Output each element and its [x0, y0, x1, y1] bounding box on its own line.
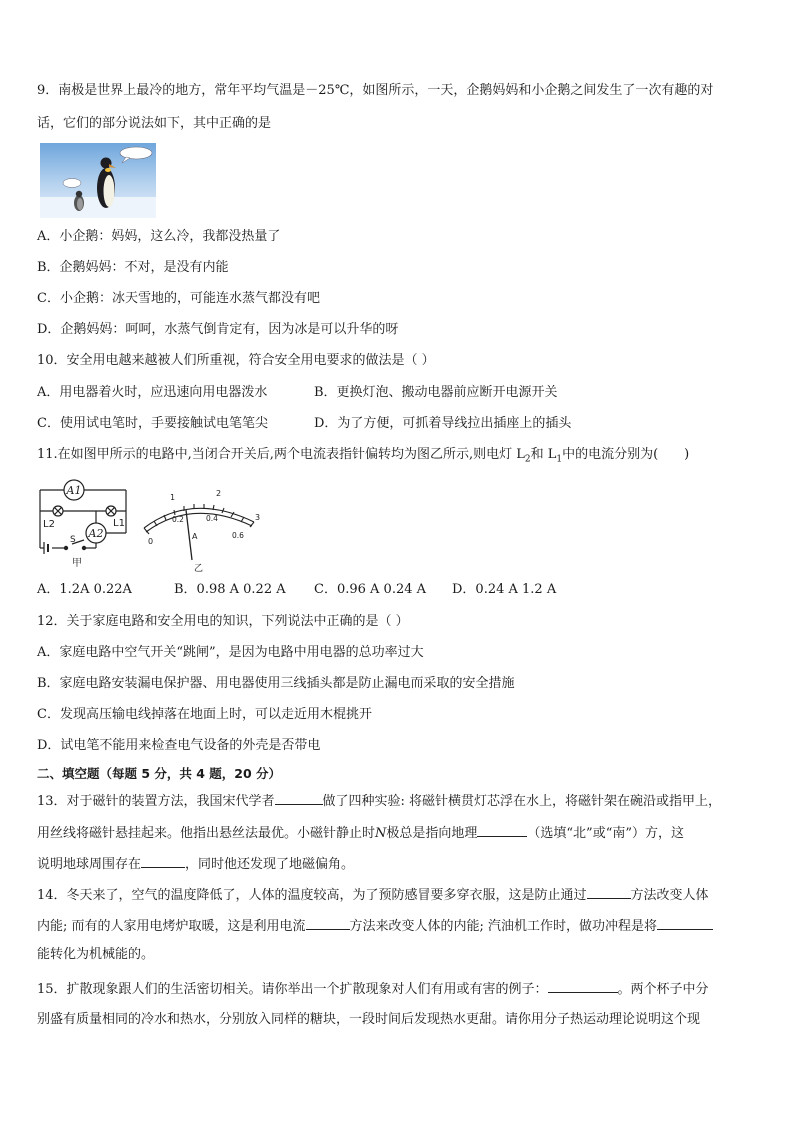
- q13-n-symbol: N: [375, 826, 387, 841]
- dial-tick-3: 3: [255, 513, 261, 522]
- q11-option-b: B．0.98 A 0.22 A: [174, 582, 286, 597]
- lamp-l1-label: L1: [113, 518, 125, 529]
- q11-stem-a: 11.在如图甲所示的电路中,当闭合开关后,两个电流表指针偏转均为图乙所示,则电灯 L: [37, 447, 525, 462]
- q13-line3: [37, 854, 354, 873]
- q15-text-1b: 。两个杯子中分: [617, 982, 709, 997]
- q14-text-1b: 方法改变人体: [630, 888, 709, 903]
- q10-option-c: C．使用试电笔时，手要接触试电笔笔尖: [37, 416, 268, 431]
- q9-stem-line1: 9．南极是世界上最冷的地方，常年平均气温是－25℃，如图所示，一天，企鹅妈妈和小企鹅之间发生了一次有趣的对: [37, 83, 714, 98]
- q12-option-b: B．家庭电路安装漏电保护器、用电器使用三线插头都是防止漏电而采取的安全措施: [37, 676, 515, 691]
- q14-line2: [37, 916, 713, 935]
- q11-option-a: A．1.2A 0.22A: [37, 582, 132, 597]
- ammeter-dial: [132, 482, 266, 574]
- q13-blank-2: [477, 823, 527, 837]
- q9-option-d: D．企鹅妈妈：呵呵，水蒸气倒肯定有，因为冰是可以升华的呀: [37, 322, 399, 337]
- q14-text-2a: 内能; 而有的人家用电烤炉取暖，这是利用电流: [37, 919, 306, 934]
- ammeter-a1-label: A1: [66, 484, 82, 497]
- q11-option-d: D．0.24 A 1.2 A: [452, 582, 557, 597]
- dial-small-0-2: 0.2: [172, 515, 184, 524]
- q14-blank-3: [657, 916, 713, 930]
- lamp-l2-label: L2: [43, 519, 55, 530]
- dial-tick-2: 2: [216, 489, 222, 498]
- q13-text-2b: 极总是指向地理: [386, 826, 478, 841]
- q14-line3: 能转化为机械能的。: [37, 947, 155, 962]
- q14-line1: [37, 885, 709, 904]
- circuit-diagram: [36, 478, 132, 570]
- q11-sub-2: 2: [524, 454, 531, 465]
- q13-text-2c: （选填“北”或“南”）方，这: [527, 826, 684, 841]
- q10-option-d: D．为了方便，可抓着导线拉出插座上的插头: [314, 416, 572, 431]
- figure-jia-label: 甲: [72, 558, 82, 569]
- switch-s-label: S: [70, 535, 76, 545]
- q12-option-a: A．家庭电路中空气开关“跳闸”，是因为电路中用电器的总功率过大: [37, 645, 424, 660]
- dial-small-0-6: 0.6: [232, 531, 244, 540]
- q13-text-1a: 13．对于磁针的装置方法，我国宋代学者: [37, 794, 275, 809]
- q15-blank-1: [548, 979, 618, 993]
- q10-option-a: A．用电器着火时，应迅速向用电器泼水: [37, 385, 268, 400]
- section-heading: 二、填空题（每题 5 分，共 4 题，20 分）: [37, 766, 282, 781]
- q13-line1: [37, 791, 721, 810]
- q11-stem: [37, 447, 689, 468]
- q11-option-c: C．0.96 A 0.24 A: [314, 582, 427, 597]
- q9-option-c: C．小企鹅：冰天雪地的，可能连水蒸气都没有吧: [37, 291, 320, 306]
- q12-option-c: C．发现高压输电线掉落在地面上时，可以走近用木棍挑开: [37, 707, 372, 722]
- q13-text-3b: ，同时他还发现了地磁偏角。: [185, 857, 355, 872]
- q14-text-1a: 14．冬天来了，空气的温度降低了，人体的温度较高，为了预防感冒要多穿衣服，这是防止通过: [37, 888, 587, 903]
- q14-text-2b: 方法来改变人体的内能; 汽油机工作时，做功冲程是将: [349, 919, 658, 934]
- q13-blank-3: [141, 854, 185, 868]
- dial-small-0-4: 0.4: [206, 514, 218, 523]
- q10-stem: 10．安全用电越来越被人们所重视，符合安全用电要求的做法是（ ）: [37, 353, 435, 368]
- q11-stem-c: 中的电流分别为( ): [562, 447, 690, 462]
- q11-stem-b: 和 L: [530, 447, 557, 462]
- q12-option-d: D．试电笔不能用来检查电气设备的外壳是否带电: [37, 738, 321, 753]
- q15-line1: [37, 979, 709, 998]
- ammeter-a2-label: A2: [88, 527, 104, 540]
- q15-line2: 别盛有质量相同的冷水和热水，分别放入同样的糖块，一段时间后发现热水更甜。请你用分子热运动理论说明这个现: [37, 1012, 701, 1027]
- penguin-photo: [40, 143, 156, 218]
- q13-text-2a: 用丝线将磁针悬挂起来。他指出悬丝法最优。小磁针静止时: [37, 826, 376, 841]
- q9-option-a: A．小企鹅：妈妈，这么冷，我都没热量了: [37, 229, 281, 244]
- q9-option-b: B．企鹅妈妈：不对，是没有内能: [37, 260, 229, 275]
- dial-tick-0: 0: [148, 537, 154, 546]
- dial-unit-a: A: [192, 532, 198, 541]
- q13-blank-1: [275, 791, 323, 805]
- q10-option-b: B．更换灯泡、搬动电器前应断开电源开关: [314, 385, 558, 400]
- q14-blank-2: [306, 916, 350, 930]
- q9-stem-line2: 话，它们的部分说法如下，其中正确的是: [37, 116, 272, 131]
- q13-text-1b: 做了四种实验: 将磁针横贯灯芯浮在水上，将磁针架在碗沿或指甲上，: [322, 794, 722, 809]
- q13-text-3a: 说明地球周围存在: [37, 857, 142, 872]
- q12-stem: 12．关于家庭电路和安全用电的知识，下列说法中正确的是（ ）: [37, 614, 409, 629]
- q11-sub-1: 1: [556, 454, 563, 465]
- dial-tick-1: 1: [170, 493, 176, 502]
- q15-text-1a: 15．扩散现象跟人们的生活密切相关。请你举出一个扩散现象对人们有用或有害的例子：: [37, 982, 548, 997]
- figure-yi-label: 乙: [194, 564, 204, 574]
- q14-blank-1: [587, 885, 631, 899]
- q13-line2: [37, 823, 684, 842]
